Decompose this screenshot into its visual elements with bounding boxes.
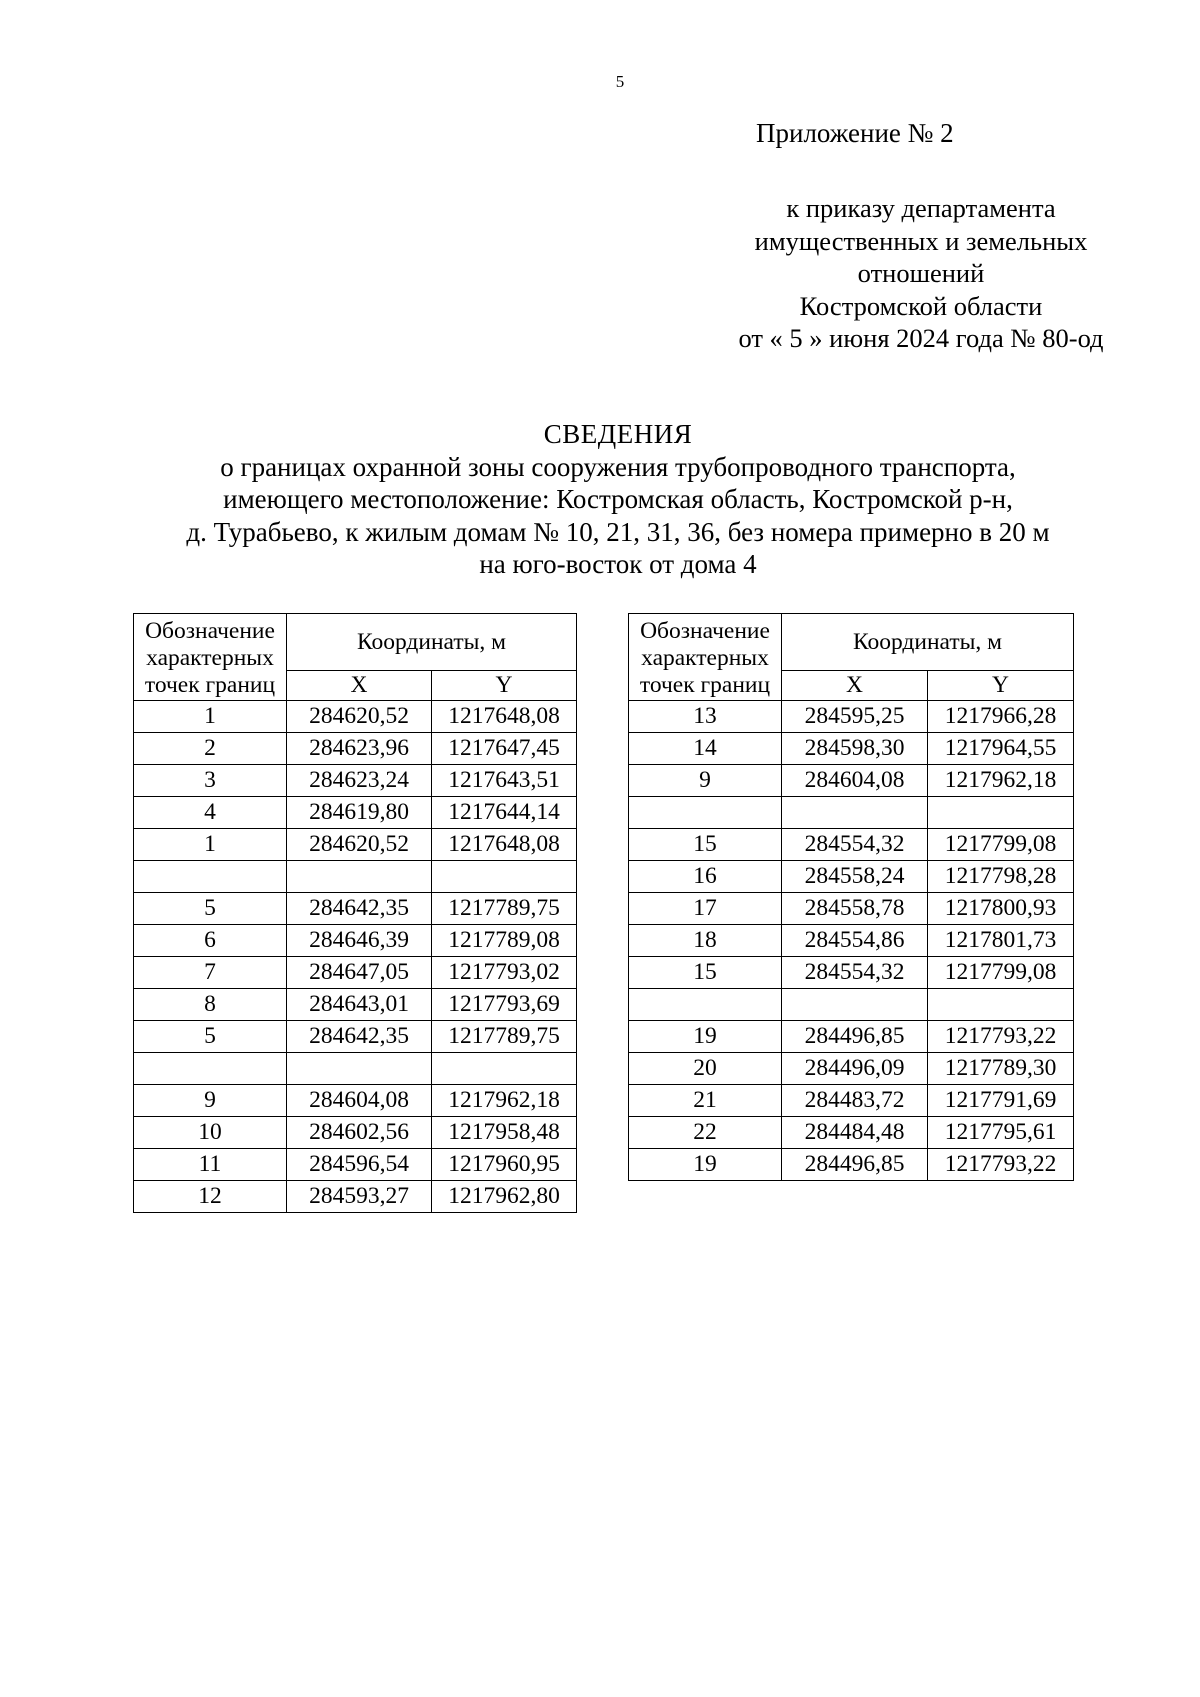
x-coordinate-cell: 284602,56 [287, 1117, 432, 1149]
y-coordinate-cell: 1217799,08 [928, 957, 1074, 989]
point-id-cell: 1 [134, 829, 287, 861]
x-coordinate-cell: 284619,80 [287, 797, 432, 829]
x-coordinate-cell: 284596,54 [287, 1149, 432, 1181]
heading-line: имеющего местоположение: Костромская область, Костромской р-н, [223, 484, 1013, 514]
table-row [629, 925, 1074, 957]
x-coordinate-cell: 284643,01 [287, 989, 432, 1021]
coordinates-table-left [133, 613, 577, 1213]
x-coordinate-cell: 284646,39 [287, 925, 432, 957]
y-coordinate-cell: 1217793,69 [432, 989, 577, 1021]
table-row [134, 1149, 577, 1181]
point-id-cell: 19 [629, 1021, 782, 1053]
table-body [629, 701, 1074, 1181]
x-coordinate-cell: 284623,96 [287, 733, 432, 765]
table-row [134, 861, 577, 893]
point-id-cell: 4 [134, 797, 287, 829]
point-id-cell: 21 [629, 1085, 782, 1117]
table-row [629, 1085, 1074, 1117]
x-coordinate-cell: 284604,08 [287, 1085, 432, 1117]
point-id-cell: 5 [134, 1021, 287, 1053]
y-coordinate-cell: 1217793,02 [432, 957, 577, 989]
x-coordinate-cell: 284642,35 [287, 893, 432, 925]
x-coordinate-cell: 284558,24 [782, 861, 928, 893]
x-coordinate-cell: 284484,48 [782, 1117, 928, 1149]
point-id-cell: 18 [629, 925, 782, 957]
point-id-cell: 5 [134, 893, 287, 925]
y-coordinate-cell: 1217789,75 [432, 1021, 577, 1053]
point-id-cell: 11 [134, 1149, 287, 1181]
heading-line: о границах охранной зоны сооружения трубопроводного транспорта, [220, 451, 1016, 482]
y-coordinate-cell [432, 1053, 577, 1085]
point-id-cell: 16 [629, 861, 782, 893]
table-row [134, 989, 577, 1021]
table-row [134, 1085, 577, 1117]
y-coordinate-cell: 1217958,48 [432, 1117, 577, 1149]
y-coordinate-cell: 1217789,75 [432, 893, 577, 925]
table-row [629, 829, 1074, 861]
heading-line: на юго-восток от дома 4 [479, 549, 757, 579]
y-coordinate-cell: 1217962,18 [928, 765, 1074, 797]
y-coordinate-cell: 1217793,22 [928, 1021, 1074, 1053]
table-row [629, 733, 1074, 765]
point-id-cell: 2 [134, 733, 287, 765]
point-id-cell: 15 [629, 957, 782, 989]
point-id-cell: 7 [134, 957, 287, 989]
x-coordinate-cell [287, 861, 432, 893]
point-id-cell: 6 [134, 925, 287, 957]
y-coordinate-cell: 1217800,93 [928, 893, 1074, 925]
table-row [629, 861, 1074, 893]
table-row [629, 989, 1074, 1021]
point-id-cell: 19 [629, 1149, 782, 1181]
point-id-cell: 9 [629, 765, 782, 797]
x-coordinate-cell: 284496,85 [782, 1149, 928, 1181]
x-coordinate-cell: 284496,85 [782, 1021, 928, 1053]
point-id-cell: 20 [629, 1053, 782, 1085]
table-row [134, 797, 577, 829]
y-coordinate-cell: 1217799,08 [928, 829, 1074, 861]
point-id-cell: 1 [134, 701, 287, 733]
x-coordinate-cell: 284647,05 [287, 957, 432, 989]
point-id-cell: 14 [629, 733, 782, 765]
y-coordinate-cell: 1217801,73 [928, 925, 1074, 957]
table-row [629, 1053, 1074, 1085]
y-coordinate-cell: 1217643,51 [432, 765, 577, 797]
table-row [134, 1053, 577, 1085]
table-row [134, 893, 577, 925]
point-label-header: Обозначение характерных точек границ [629, 614, 782, 701]
order-date-line: от « 5 » июня 2024 года № 80-од [738, 323, 1104, 353]
x-coordinate-cell [287, 1053, 432, 1085]
table-row [629, 797, 1074, 829]
document-heading [130, 418, 1106, 581]
y-header: Y [432, 671, 577, 701]
x-coordinate-cell: 284593,27 [287, 1181, 432, 1213]
x-header: X [782, 671, 928, 701]
table-row [629, 1117, 1074, 1149]
y-coordinate-cell [928, 797, 1074, 829]
point-id-cell: 8 [134, 989, 287, 1021]
y-coordinate-cell: 1217964,55 [928, 733, 1074, 765]
y-header: Y [928, 671, 1074, 701]
y-coordinate-cell: 1217647,45 [432, 733, 577, 765]
point-id-cell [134, 1053, 287, 1085]
heading-line: д. Турабьево, к жилым домам № 10, 21, 31, 36, без номера примерно в 20 м [186, 516, 1050, 547]
y-coordinate-cell: 1217648,08 [432, 829, 577, 861]
y-coordinate-cell [432, 861, 577, 893]
table-row [629, 1149, 1074, 1181]
x-coordinate-cell: 284558,78 [782, 893, 928, 925]
point-id-cell: 17 [629, 893, 782, 925]
table-row [134, 765, 577, 797]
y-coordinate-cell: 1217962,18 [432, 1085, 577, 1117]
table-row [134, 1181, 577, 1213]
x-coordinate-cell: 284554,32 [782, 957, 928, 989]
y-coordinate-cell: 1217644,14 [432, 797, 577, 829]
point-id-cell: 3 [134, 765, 287, 797]
table-row [134, 957, 577, 989]
coordinates-header: Координаты, м [782, 614, 1074, 671]
point-id-cell: 13 [629, 701, 782, 733]
point-id-cell: 12 [134, 1181, 287, 1213]
y-coordinate-cell: 1217793,22 [928, 1149, 1074, 1181]
order-line: отношений [857, 258, 985, 288]
x-coordinate-cell [782, 797, 928, 829]
x-coordinate-cell: 284554,86 [782, 925, 928, 957]
order-line: имущественных и земельных [754, 225, 1088, 256]
coordinates-table-right [628, 613, 1074, 1181]
point-id-cell: 9 [134, 1085, 287, 1117]
x-coordinate-cell: 284554,32 [782, 829, 928, 861]
appendix-title: Приложение № 2 [756, 118, 954, 148]
y-coordinate-cell: 1217789,30 [928, 1053, 1074, 1085]
x-coordinate-cell: 284595,25 [782, 701, 928, 733]
y-coordinate-cell: 1217798,28 [928, 861, 1074, 893]
x-coordinate-cell: 284604,08 [782, 765, 928, 797]
x-coordinate-cell: 284598,30 [782, 733, 928, 765]
table-row [134, 829, 577, 861]
table-row [629, 765, 1074, 797]
table-row [629, 893, 1074, 925]
y-coordinate-cell: 1217648,08 [432, 701, 577, 733]
y-coordinate-cell: 1217791,69 [928, 1085, 1074, 1117]
table-row [134, 1117, 577, 1149]
x-coordinate-cell: 284623,24 [287, 765, 432, 797]
x-header: X [287, 671, 432, 701]
y-coordinate-cell: 1217789,08 [432, 925, 577, 957]
table-row [134, 1021, 577, 1053]
point-id-cell [629, 797, 782, 829]
y-coordinate-cell: 1217795,61 [928, 1117, 1074, 1149]
order-line: к приказу департамента [786, 193, 1056, 223]
y-coordinate-cell: 1217966,28 [928, 701, 1074, 733]
coordinates-header: Координаты, м [287, 614, 577, 671]
table-row [629, 1021, 1074, 1053]
page-number: 5 [615, 72, 625, 91]
table-body [134, 701, 577, 1213]
y-coordinate-cell [928, 989, 1074, 1021]
x-coordinate-cell [782, 989, 928, 1021]
point-id-cell [629, 989, 782, 1021]
x-coordinate-cell: 284620,52 [287, 701, 432, 733]
x-coordinate-cell: 284483,72 [782, 1085, 928, 1117]
table-row [629, 701, 1074, 733]
point-id-cell: 15 [629, 829, 782, 861]
point-id-cell: 22 [629, 1117, 782, 1149]
x-coordinate-cell: 284642,35 [287, 1021, 432, 1053]
heading-title: СВЕДЕНИЯ [543, 419, 693, 449]
x-coordinate-cell: 284496,09 [782, 1053, 928, 1085]
table-row [134, 925, 577, 957]
x-coordinate-cell: 284620,52 [287, 829, 432, 861]
point-id-cell: 10 [134, 1117, 287, 1149]
table-row [134, 733, 577, 765]
point-label-header: Обозначение характерных точек границ [134, 614, 287, 701]
order-line: Костромской области [799, 290, 1043, 321]
y-coordinate-cell: 1217960,95 [432, 1149, 577, 1181]
table-row [134, 701, 577, 733]
order-reference [668, 192, 1174, 355]
point-id-cell [134, 861, 287, 893]
table-row [629, 957, 1074, 989]
y-coordinate-cell: 1217962,80 [432, 1181, 577, 1213]
